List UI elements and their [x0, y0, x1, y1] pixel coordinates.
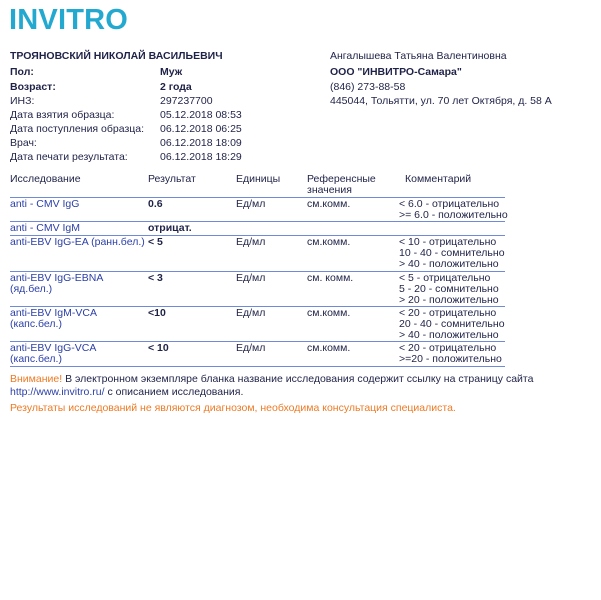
attention-text: В электронном экземпляре бланка название исследования содержит ссылку на страницу сайта [65, 373, 534, 385]
result-row-cmv-igg [10, 198, 508, 222]
result-row-cmv-igm [10, 222, 505, 236]
site-note [10, 387, 243, 398]
inz-label: ИНЗ: [10, 95, 35, 107]
comment-cell [399, 273, 499, 306]
header-units: Единицы [236, 173, 281, 185]
test-name-line: anti - CMV IgG [10, 198, 80, 210]
reference-value: см.комм. [307, 342, 351, 354]
test-link-ebv-igg-vca[interactable] [10, 343, 96, 365]
result-value: <10 [148, 307, 166, 319]
attention-label: Внимание! [10, 373, 63, 385]
comment-line: 5 - 20 - сомнительно [399, 283, 499, 295]
sample-received-label: Дата поступления образца: [10, 123, 145, 135]
site-link-text: с описанием исследования. [107, 386, 244, 398]
comment-line: < 5 - отрицательно [399, 272, 491, 284]
reference-value: см. комм. [307, 272, 354, 284]
comment-line: > 20 - положительно [399, 294, 499, 306]
result-value: < 3 [148, 272, 163, 284]
units-value: Ед/мл [236, 307, 266, 319]
test-name-line: anti-EBV IgM-VCA [10, 307, 97, 319]
header-test: Исследование [10, 173, 81, 185]
invitro-logo: INVITRO [9, 4, 129, 36]
comment-line: > 40 - положительно [399, 258, 499, 270]
results-table-header [10, 174, 505, 198]
result-value: < 5 [148, 236, 163, 248]
age-label: Возраст: [10, 81, 56, 93]
units-value: Ед/мл [236, 342, 266, 354]
sample-taken-label: Дата взятия образца: [10, 109, 115, 121]
sex-value: Муж [160, 66, 183, 78]
test-link-ebv-igg-ebna[interactable] [10, 273, 103, 295]
comment-line: > 40 - положительно [399, 329, 499, 341]
result-row-ebv-igg-ebna [10, 272, 505, 307]
units-value: Ед/мл [236, 198, 266, 210]
lab-doctor-name: Ангалышева Татьяна Валентиновна [330, 50, 507, 62]
result-row-ebv-igg-ea [10, 236, 505, 272]
comment-line: 10 - 40 - сомнительно [399, 247, 505, 259]
test-link-cmv-igm[interactable] [10, 223, 80, 234]
units-value: Ед/мл [236, 272, 266, 284]
patient-name: ТРОЯНОВСКИЙ НИКОЛАЙ ВАСИЛЬЕВИЧ [10, 50, 223, 62]
disclaimer-note: Результаты исследований не являются диагнозом, необходима консультация специалиста. [10, 402, 456, 414]
sample-taken-value: 05.12.2018 08:53 [160, 109, 242, 121]
header-reference-line: значения [307, 184, 352, 196]
comment-line: >= 6.0 - положительно [399, 209, 508, 221]
age-value: 2 года [160, 81, 192, 93]
comment-line: >=20 - положительно [399, 353, 502, 365]
test-link-ebv-igg-ea[interactable] [10, 237, 145, 248]
test-name-line: (капс.бел.) [10, 353, 62, 365]
inz-value: 297237700 [160, 95, 213, 107]
test-name-line: (яд.бел.) [10, 283, 53, 295]
lab-phone: (846) 273-88-58 [330, 81, 406, 93]
comment-cell [399, 308, 505, 341]
test-name-line: (капс.бел.) [10, 318, 62, 330]
header-reference-line: Референсные [307, 173, 376, 185]
attention-note [10, 374, 533, 385]
header-reference [307, 174, 376, 196]
result-value: отрицат. [148, 222, 192, 234]
sex-label: Пол: [10, 66, 34, 78]
header-comment: Комментарий [405, 173, 472, 185]
comment-line: 20 - 40 - сомнительно [399, 318, 505, 330]
comment-line: < 6.0 - отрицательно [399, 198, 500, 210]
test-name-line: anti-EBV IgG-EBNA [10, 272, 104, 284]
comment-line: < 20 - отрицательно [399, 307, 497, 319]
test-link-ebv-igm-vca[interactable] [10, 308, 97, 330]
comment-cell [399, 343, 502, 365]
reference-value: см.комм. [307, 198, 351, 210]
reference-value: см.комм. [307, 307, 351, 319]
test-name-line: anti-EBV IgG-EA (ранн.бел.) [10, 236, 145, 248]
invitro-site-link[interactable]: http://www.invitro.ru/ [10, 386, 105, 398]
header-result: Результат [148, 173, 196, 185]
test-name-line: anti-EBV IgG-VCA [10, 342, 97, 354]
doctor-label: Врач: [10, 137, 37, 149]
units-value: Ед/мл [236, 236, 266, 248]
result-value: 0.6 [148, 198, 163, 210]
lab-address: 445044, Тольятти, ул. 70 лет Октября, д. 58 А [330, 95, 552, 107]
test-link-cmv-igg[interactable] [10, 199, 79, 210]
print-date-value: 06.12.2018 18:29 [160, 151, 242, 163]
result-row-ebv-igg-vca [10, 342, 505, 367]
reference-value: см.комм. [307, 236, 351, 248]
comment-cell [399, 237, 505, 270]
test-name-line: anti - CMV IgM [10, 222, 81, 234]
doctor-value: 06.12.2018 18:09 [160, 137, 242, 149]
comment-line: < 10 - отрицательно [399, 236, 497, 248]
result-value: < 10 [148, 342, 169, 354]
print-date-label: Дата печати результата: [10, 151, 128, 163]
sample-received-value: 06.12.2018 06:25 [160, 123, 242, 135]
comment-cell [399, 199, 508, 221]
result-row-ebv-igm-vca [10, 307, 505, 342]
comment-line: < 20 - отрицательно [399, 342, 497, 354]
lab-organization: ООО "ИНВИТРО-Самара" [330, 66, 462, 78]
